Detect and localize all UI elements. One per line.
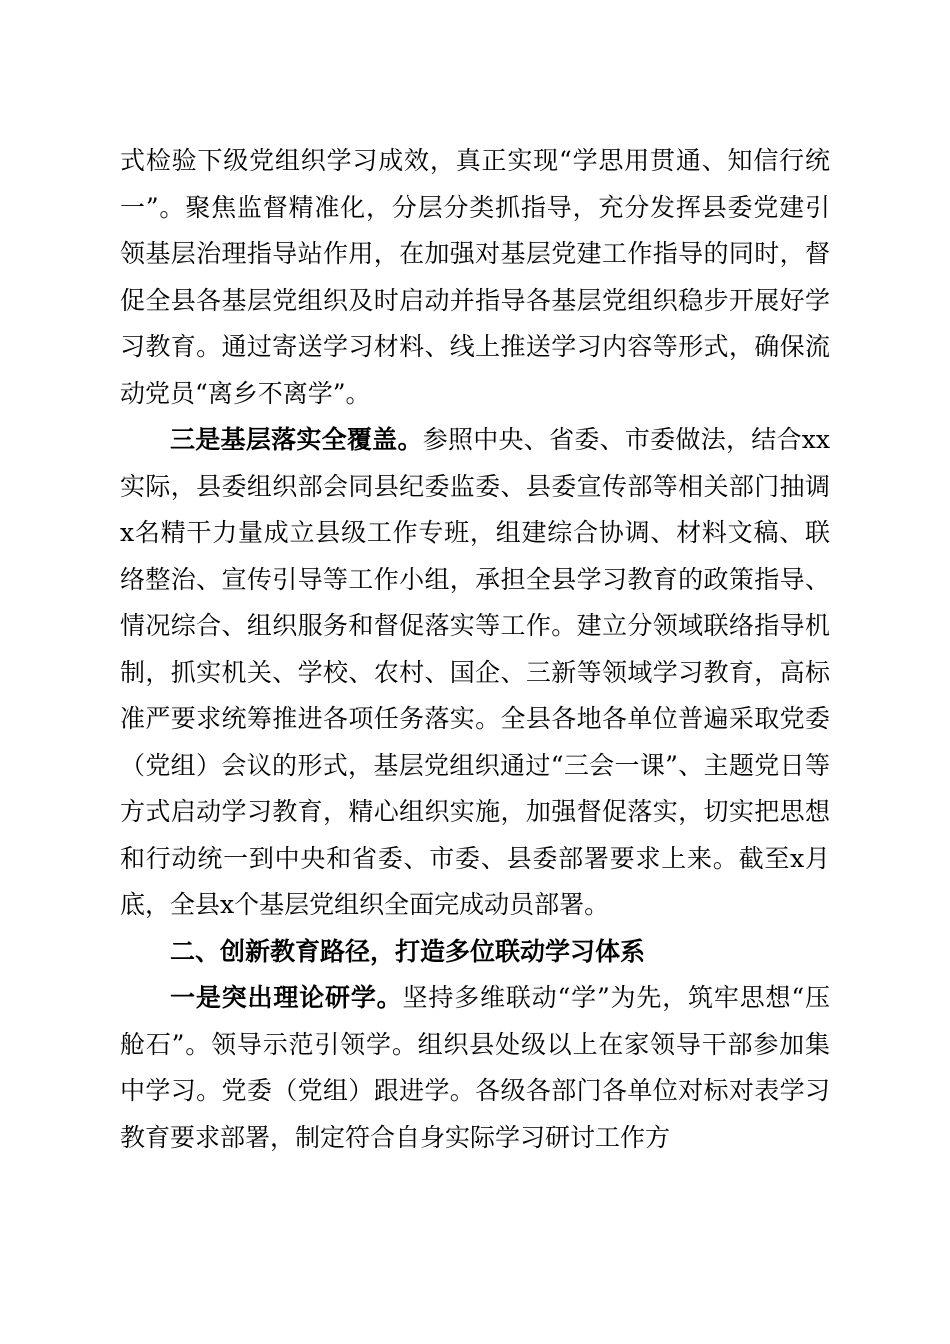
paragraph-theory-study — [120, 975, 830, 1161]
paragraph-body-theory: 坚持多维联动“学”为先，筑牢思想“压舱石”。领导示范引领学。组织县处级以上在家领导干部参加集中学习。党委（党组）跟进学。各级各部门各单位对标对表学习教育要求部署，制定符合自身实际学习研讨工作方 — [120, 983, 830, 1152]
document-page — [120, 138, 830, 1161]
paragraph-grassroots-coverage — [120, 417, 830, 929]
paragraph-lead-grassroots: 三是基层落实全覆盖。 — [170, 425, 423, 454]
paragraph-continuation: 式检验下级党组织学习成效，真正实现“学思用贯通、知信行统一”。聚焦监督精准化，分层分类抓指导，充分发挥县委党建引领基层治理指导站作用，在加强对基层党建工作指导的同时，督促全县各基层党组织及时启动并指导各基层党组织稳步开展好学习教育。通过寄送学习材料、线上推送学习内容等形式，确保流动党员“离乡不离学”。 — [120, 146, 830, 408]
paragraph-body-grassroots: 参照中央、省委、市委做法，结合xx实际，县委组织部会同县纪委监委、县委宣传部等相关部门抽调x名精干力量成立县级工作专班，组建综合协调、材料文稿、联络整治、宣传引导等工作小组，承担全县学习教育的政策指导、情况综合、组织服务和督促落实等工作。建立分领域联络指导机制，抓实机关、学校、农村、国企、三新等领域学习教育，高标准严要求统筹推进各项任务落实。全县各地各单位普遍采取党委（党组）会议的形式，基层党组织通过“三会一课”、主题党日等方式启动学习教育，精心组织实施，加强督促落实，切实把思想和行动统一到中央和省委、市委、县委部署要求上来。截至x月底，全县x个基层党组织全面完成动员部署。 — [120, 425, 830, 919]
section-heading-2: 二、创新教育路径，打造多位联动学习体系 — [170, 936, 646, 966]
paragraph-lead-theory: 一是突出理论研学。 — [170, 983, 403, 1012]
